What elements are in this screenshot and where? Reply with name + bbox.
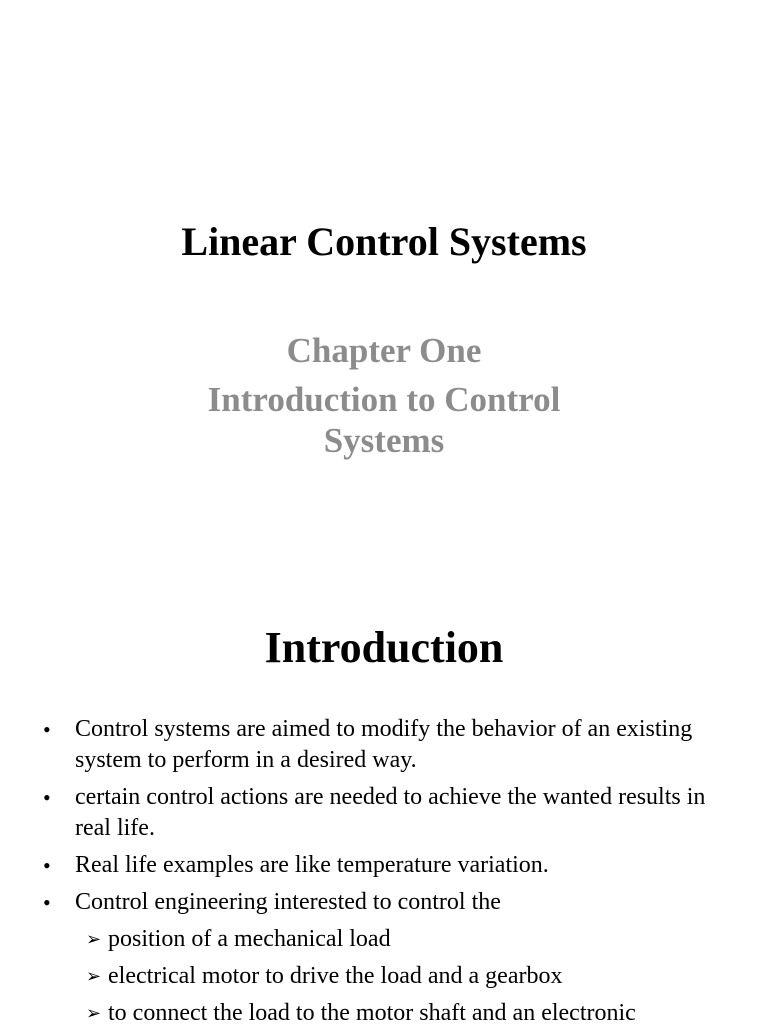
- arrow-bullet-icon: ➢: [86, 966, 102, 987]
- introduction-slide: [0, 560, 768, 1024]
- sub-bullet-item: [0, 924, 768, 955]
- sub-bullet-text: to connect the load to the motor shaft and an electronic: [108, 1000, 636, 1026]
- sub-bullet-item: [0, 998, 768, 1029]
- slide-title: Linear Control Systems: [181, 219, 587, 264]
- bullet-icon: •: [43, 890, 51, 915]
- bullet-text: Real life examples are like temperature variation.: [75, 852, 549, 878]
- sub-bullet-item: [0, 961, 768, 992]
- bullet-icon: •: [43, 717, 51, 742]
- bullet-item: [0, 887, 768, 918]
- arrow-bullet-icon: ➢: [86, 1003, 102, 1024]
- slide-subtitle: [134, 330, 634, 461]
- subtitle-topic-line1: Introduction to Control: [207, 380, 561, 419]
- bullet-icon: •: [43, 785, 51, 810]
- sub-bullet-text: position of a mechanical load: [108, 926, 391, 952]
- bullet-icon: •: [43, 853, 51, 878]
- subtitle-gap: [134, 371, 634, 379]
- arrow-bullet-icon: ➢: [86, 929, 102, 950]
- subtitle-chapter: Chapter One: [286, 331, 482, 370]
- bullet-text: certain control actions are needed to achieve the wanted results in real life.: [75, 784, 706, 841]
- sub-bullet-text: electrical motor to drive the load and a gearbox: [108, 963, 563, 989]
- slide-heading: Introduction: [264, 623, 504, 672]
- bullet-text: Control systems are aimed to modify the behavior of an existing system to perform in a desired way.: [75, 716, 693, 773]
- subtitle-topic-line2: Systems: [323, 421, 445, 460]
- bullet-item: [0, 850, 768, 881]
- bullet-item: [0, 782, 768, 844]
- bullet-list: [0, 714, 768, 1035]
- bullet-item: [0, 714, 768, 776]
- bullet-text: Control engineering interested to control the: [75, 889, 501, 915]
